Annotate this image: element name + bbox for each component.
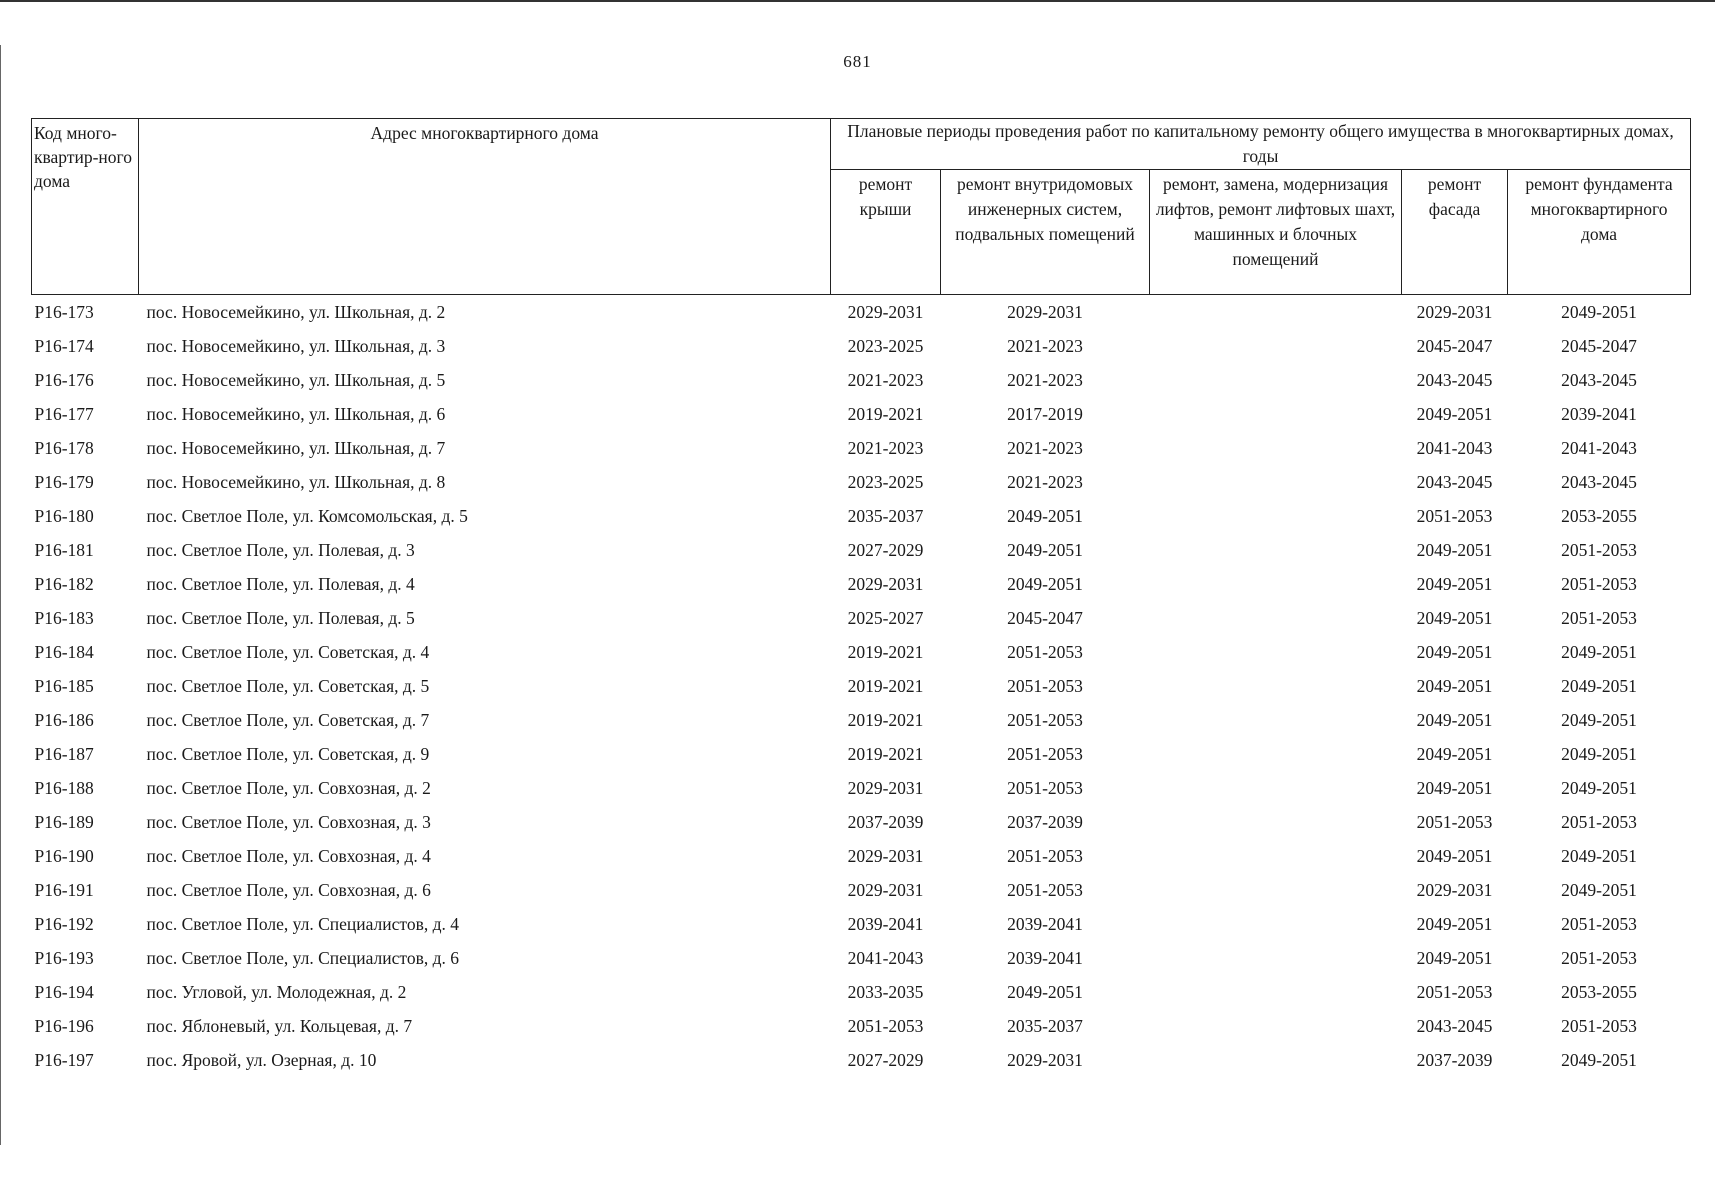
- cell-roof-period: 2019-2021: [847, 403, 924, 424]
- table-row: [32, 669, 1691, 703]
- cell-facade-period: 2043-2045: [1416, 471, 1493, 492]
- table-row: [32, 601, 1691, 635]
- cell-elevators-period: [1150, 635, 1402, 669]
- header-engineering-systems-repair: ремонт внутридомовых инженерных систем, подвальных помещений: [941, 170, 1150, 295]
- scan-edge-left: [0, 45, 1, 1145]
- cell-foundation-period: 2049-2051: [1561, 743, 1637, 764]
- cell-engineering-period: 2037-2039: [1007, 811, 1083, 832]
- cell-foundation-period: 2051-2053: [1561, 913, 1637, 934]
- cell-roof-period: 2029-2031: [847, 777, 924, 798]
- cell-foundation-period: 2051-2053: [1561, 539, 1637, 560]
- cell-roof-period: 2019-2021: [847, 743, 924, 764]
- cell-building-code: Р16-182: [34, 573, 94, 594]
- cell-facade-period: 2043-2045: [1416, 369, 1493, 390]
- table-row: [32, 363, 1691, 397]
- cell-facade-period: 2041-2043: [1416, 437, 1493, 458]
- cell-facade-period: 2049-2051: [1416, 777, 1493, 798]
- cell-building-code: Р16-185: [34, 675, 94, 696]
- cell-facade-period: 2049-2051: [1416, 403, 1493, 424]
- cell-roof-period: 2035-2037: [847, 505, 924, 526]
- cell-engineering-period: 2051-2053: [1007, 845, 1083, 866]
- cell-elevators-period: [1150, 907, 1402, 941]
- cell-facade-period: 2049-2051: [1416, 743, 1493, 764]
- table-row: [32, 329, 1691, 363]
- cell-elevators-period: [1150, 669, 1402, 703]
- cell-foundation-period: 2049-2051: [1561, 845, 1637, 866]
- cell-building-address: пос. Яблоневый, ул. Кольцевая, д. 7: [146, 1015, 413, 1036]
- cell-elevators-period: [1150, 771, 1402, 805]
- cell-elevators-period: [1150, 431, 1402, 465]
- cell-building-code: Р16-188: [34, 777, 94, 798]
- cell-building-address: пос. Новосемейкино, ул. Школьная, д. 6: [146, 403, 446, 424]
- cell-building-code: Р16-177: [34, 403, 94, 424]
- cell-building-code: Р16-196: [34, 1015, 94, 1036]
- cell-elevators-period: [1150, 397, 1402, 431]
- cell-roof-period: 2021-2023: [847, 437, 924, 458]
- cell-foundation-period: 2049-2051: [1561, 777, 1637, 798]
- cell-building-code: Р16-173: [34, 301, 94, 322]
- table-row: [32, 839, 1691, 873]
- cell-roof-period: 2023-2025: [847, 471, 924, 492]
- cell-building-code: Р16-189: [34, 811, 94, 832]
- header-foundation-repair: ремонт фундамента многоквартирного дома: [1508, 170, 1691, 295]
- cell-foundation-period: 2051-2053: [1561, 1015, 1637, 1036]
- table-row: [32, 975, 1691, 1009]
- cell-facade-period: 2049-2051: [1416, 675, 1493, 696]
- cell-foundation-period: 2049-2051: [1561, 301, 1637, 322]
- header-roof-repair: ремонт крыши: [831, 170, 941, 295]
- cell-building-address: пос. Светлое Поле, ул. Советская, д. 7: [146, 709, 430, 730]
- table-row: [32, 567, 1691, 601]
- table-row: [32, 1043, 1691, 1077]
- table-row: [32, 941, 1691, 975]
- cell-roof-period: 2033-2035: [847, 981, 924, 1002]
- cell-building-code: Р16-197: [34, 1049, 94, 1070]
- header-building-code: Код много-квартир-ного дома: [32, 119, 139, 295]
- cell-roof-period: 2029-2031: [847, 879, 924, 900]
- cell-building-code: Р16-191: [34, 879, 94, 900]
- cell-roof-period: 2037-2039: [847, 811, 924, 832]
- cell-foundation-period: 2053-2055: [1561, 981, 1637, 1002]
- cell-roof-period: 2039-2041: [847, 913, 924, 934]
- cell-elevators-period: [1150, 873, 1402, 907]
- cell-elevators-period: [1150, 1009, 1402, 1043]
- cell-roof-period: 2019-2021: [847, 675, 924, 696]
- cell-building-code: Р16-179: [34, 471, 94, 492]
- cell-building-address: пос. Светлое Поле, ул. Специалистов, д. 4: [146, 913, 459, 934]
- cell-elevators-period: [1150, 601, 1402, 635]
- cell-foundation-period: 2051-2053: [1561, 811, 1637, 832]
- cell-foundation-period: 2043-2045: [1561, 369, 1637, 390]
- cell-building-address: пос. Яровой, ул. Озерная, д. 10: [146, 1049, 377, 1070]
- cell-foundation-period: 2039-2041: [1561, 403, 1637, 424]
- cell-building-code: Р16-190: [34, 845, 94, 866]
- cell-building-address: пос. Светлое Поле, ул. Полевая, д. 3: [146, 539, 415, 560]
- cell-foundation-period: 2053-2055: [1561, 505, 1637, 526]
- cell-engineering-period: 2049-2051: [1007, 981, 1083, 1002]
- cell-elevators-period: [1150, 941, 1402, 975]
- cell-building-address: пос. Светлое Поле, ул. Советская, д. 4: [146, 641, 430, 662]
- cell-building-code: Р16-176: [34, 369, 94, 390]
- cell-roof-period: 2041-2043: [847, 947, 924, 968]
- cell-roof-period: 2051-2053: [847, 1015, 924, 1036]
- cell-foundation-period: 2043-2045: [1561, 471, 1637, 492]
- cell-elevators-period: [1150, 975, 1402, 1009]
- cell-building-address: пос. Новосемейкино, ул. Школьная, д. 7: [146, 437, 446, 458]
- cell-building-code: Р16-180: [34, 505, 94, 526]
- cell-foundation-period: 2051-2053: [1561, 573, 1637, 594]
- cell-elevators-period: [1150, 737, 1402, 771]
- cell-building-address: пос. Светлое Поле, ул. Совхозная, д. 6: [146, 879, 431, 900]
- cell-engineering-period: 2039-2041: [1007, 913, 1083, 934]
- cell-building-code: Р16-193: [34, 947, 94, 968]
- cell-foundation-period: 2049-2051: [1561, 641, 1637, 662]
- cell-facade-period: 2051-2053: [1416, 981, 1493, 1002]
- cell-facade-period: 2049-2051: [1416, 539, 1493, 560]
- cell-engineering-period: 2039-2041: [1007, 947, 1083, 968]
- cell-facade-period: 2049-2051: [1416, 709, 1493, 730]
- cell-engineering-period: 2021-2023: [1007, 437, 1083, 458]
- cell-engineering-period: 2051-2053: [1007, 743, 1083, 764]
- cell-elevators-period: [1150, 363, 1402, 397]
- cell-building-address: пос. Светлое Поле, ул. Советская, д. 5: [146, 675, 430, 696]
- cell-facade-period: 2049-2051: [1416, 573, 1493, 594]
- table-header: [32, 119, 1691, 295]
- cell-facade-period: 2049-2051: [1416, 913, 1493, 934]
- cell-elevators-period: [1150, 839, 1402, 873]
- cell-foundation-period: 2049-2051: [1561, 709, 1637, 730]
- table-row: [32, 295, 1691, 330]
- cell-facade-period: 2049-2051: [1416, 845, 1493, 866]
- cell-building-code: Р16-187: [34, 743, 94, 764]
- cell-roof-period: 2021-2023: [847, 369, 924, 390]
- cell-foundation-period: 2049-2051: [1561, 879, 1637, 900]
- cell-elevators-period: [1150, 533, 1402, 567]
- cell-engineering-period: 2021-2023: [1007, 471, 1083, 492]
- cell-building-code: Р16-174: [34, 335, 94, 356]
- table-row: [32, 465, 1691, 499]
- cell-engineering-period: 2051-2053: [1007, 879, 1083, 900]
- cell-engineering-period: 2035-2037: [1007, 1015, 1083, 1036]
- cell-foundation-period: 2041-2043: [1561, 437, 1637, 458]
- cell-building-code: Р16-194: [34, 981, 94, 1002]
- table-row: [32, 533, 1691, 567]
- cell-roof-period: 2029-2031: [847, 573, 924, 594]
- cell-facade-period: 2049-2051: [1416, 641, 1493, 662]
- cell-facade-period: 2029-2031: [1416, 879, 1493, 900]
- cell-engineering-period: 2017-2019: [1007, 403, 1083, 424]
- cell-facade-period: 2049-2051: [1416, 947, 1493, 968]
- cell-engineering-period: 2049-2051: [1007, 505, 1083, 526]
- table-row: [32, 397, 1691, 431]
- table-row: [32, 431, 1691, 465]
- cell-engineering-period: 2029-2031: [1007, 1049, 1083, 1070]
- cell-foundation-period: 2049-2051: [1561, 675, 1637, 696]
- table-row: [32, 805, 1691, 839]
- cell-roof-period: 2027-2029: [847, 1049, 924, 1070]
- scan-edge-top: [0, 0, 1715, 2]
- cell-building-address: пос. Светлое Поле, ул. Совхозная, д. 2: [146, 777, 431, 798]
- table-row: [32, 635, 1691, 669]
- cell-building-address: пос. Новосемейкино, ул. Школьная, д. 2: [146, 301, 446, 322]
- cell-roof-period: 2019-2021: [847, 709, 924, 730]
- header-elevators-repair: ремонт, замена, модернизация лифтов, ремонт лифтовых шахт, машинных и блочных помещений: [1150, 170, 1402, 295]
- table-row: [32, 1009, 1691, 1043]
- cell-elevators-period: [1150, 465, 1402, 499]
- cell-engineering-period: 2051-2053: [1007, 777, 1083, 798]
- capital-repair-schedule-table: [31, 118, 1691, 1077]
- cell-building-code: Р16-183: [34, 607, 94, 628]
- cell-building-code: Р16-181: [34, 539, 94, 560]
- cell-engineering-period: 2049-2051: [1007, 573, 1083, 594]
- cell-elevators-period: [1150, 567, 1402, 601]
- cell-building-code: Р16-178: [34, 437, 94, 458]
- cell-foundation-period: 2051-2053: [1561, 607, 1637, 628]
- cell-foundation-period: 2045-2047: [1561, 335, 1637, 356]
- cell-building-address: пос. Светлое Поле, ул. Совхозная, д. 4: [146, 845, 431, 866]
- cell-engineering-period: 2049-2051: [1007, 539, 1083, 560]
- cell-building-address: пос. Новосемейкино, ул. Школьная, д. 5: [146, 369, 446, 390]
- cell-roof-period: 2023-2025: [847, 335, 924, 356]
- header-planned-periods: Плановые периоды проведения работ по капитальному ремонту общего имущества в многоквартирных домах, годы: [831, 119, 1691, 170]
- cell-facade-period: 2043-2045: [1416, 1015, 1493, 1036]
- cell-engineering-period: 2029-2031: [1007, 301, 1083, 322]
- table-row: [32, 771, 1691, 805]
- cell-building-address: пос. Светлое Поле, ул. Комсомольская, д. 5: [146, 505, 468, 526]
- cell-roof-period: 2027-2029: [847, 539, 924, 560]
- table-row: [32, 703, 1691, 737]
- cell-elevators-period: [1150, 805, 1402, 839]
- cell-building-code: Р16-192: [34, 913, 94, 934]
- table-row: [32, 873, 1691, 907]
- cell-building-address: пос. Новосемейкино, ул. Школьная, д. 8: [146, 471, 446, 492]
- cell-elevators-period: [1150, 499, 1402, 533]
- cell-building-address: пос. Светлое Поле, ул. Полевая, д. 5: [146, 607, 415, 628]
- cell-facade-period: 2051-2053: [1416, 505, 1493, 526]
- cell-engineering-period: 2021-2023: [1007, 335, 1083, 356]
- cell-engineering-period: 2051-2053: [1007, 675, 1083, 696]
- cell-building-address: пос. Светлое Поле, ул. Полевая, д. 4: [146, 573, 415, 594]
- cell-building-address: пос. Светлое Поле, ул. Специалистов, д. 6: [146, 947, 459, 968]
- cell-engineering-period: 2051-2053: [1007, 709, 1083, 730]
- cell-roof-period: 2025-2027: [847, 607, 924, 628]
- cell-facade-period: 2051-2053: [1416, 811, 1493, 832]
- header-building-address: Адрес многоквартирного дома: [139, 119, 831, 295]
- cell-engineering-period: 2021-2023: [1007, 369, 1083, 390]
- cell-building-code: Р16-186: [34, 709, 94, 730]
- cell-engineering-period: 2051-2053: [1007, 641, 1083, 662]
- cell-facade-period: 2037-2039: [1416, 1049, 1493, 1070]
- cell-building-address: пос. Угловой, ул. Молодежная, д. 2: [146, 981, 407, 1002]
- cell-elevators-period: [1150, 329, 1402, 363]
- cell-elevators-period: [1150, 703, 1402, 737]
- cell-foundation-period: 2049-2051: [1561, 1049, 1637, 1070]
- cell-building-address: пос. Светлое Поле, ул. Советская, д. 9: [146, 743, 430, 764]
- table-row: [32, 907, 1691, 941]
- cell-building-address: пос. Светлое Поле, ул. Совхозная, д. 3: [146, 811, 431, 832]
- page-number: 681: [843, 52, 872, 71]
- cell-building-address: пос. Новосемейкино, ул. Школьная, д. 3: [146, 335, 446, 356]
- cell-facade-period: 2049-2051: [1416, 607, 1493, 628]
- cell-foundation-period: 2051-2053: [1561, 947, 1637, 968]
- table-row: [32, 737, 1691, 771]
- cell-roof-period: 2019-2021: [847, 641, 924, 662]
- cell-elevators-period: [1150, 295, 1402, 330]
- table-body: [32, 295, 1691, 1078]
- cell-roof-period: 2029-2031: [847, 301, 924, 322]
- cell-facade-period: 2045-2047: [1416, 335, 1493, 356]
- cell-elevators-period: [1150, 1043, 1402, 1077]
- table-row: [32, 499, 1691, 533]
- header-facade-repair: ремонт фасада: [1402, 170, 1508, 295]
- cell-roof-period: 2029-2031: [847, 845, 924, 866]
- cell-engineering-period: 2045-2047: [1007, 607, 1083, 628]
- cell-building-code: Р16-184: [34, 641, 94, 662]
- cell-facade-period: 2029-2031: [1416, 301, 1493, 322]
